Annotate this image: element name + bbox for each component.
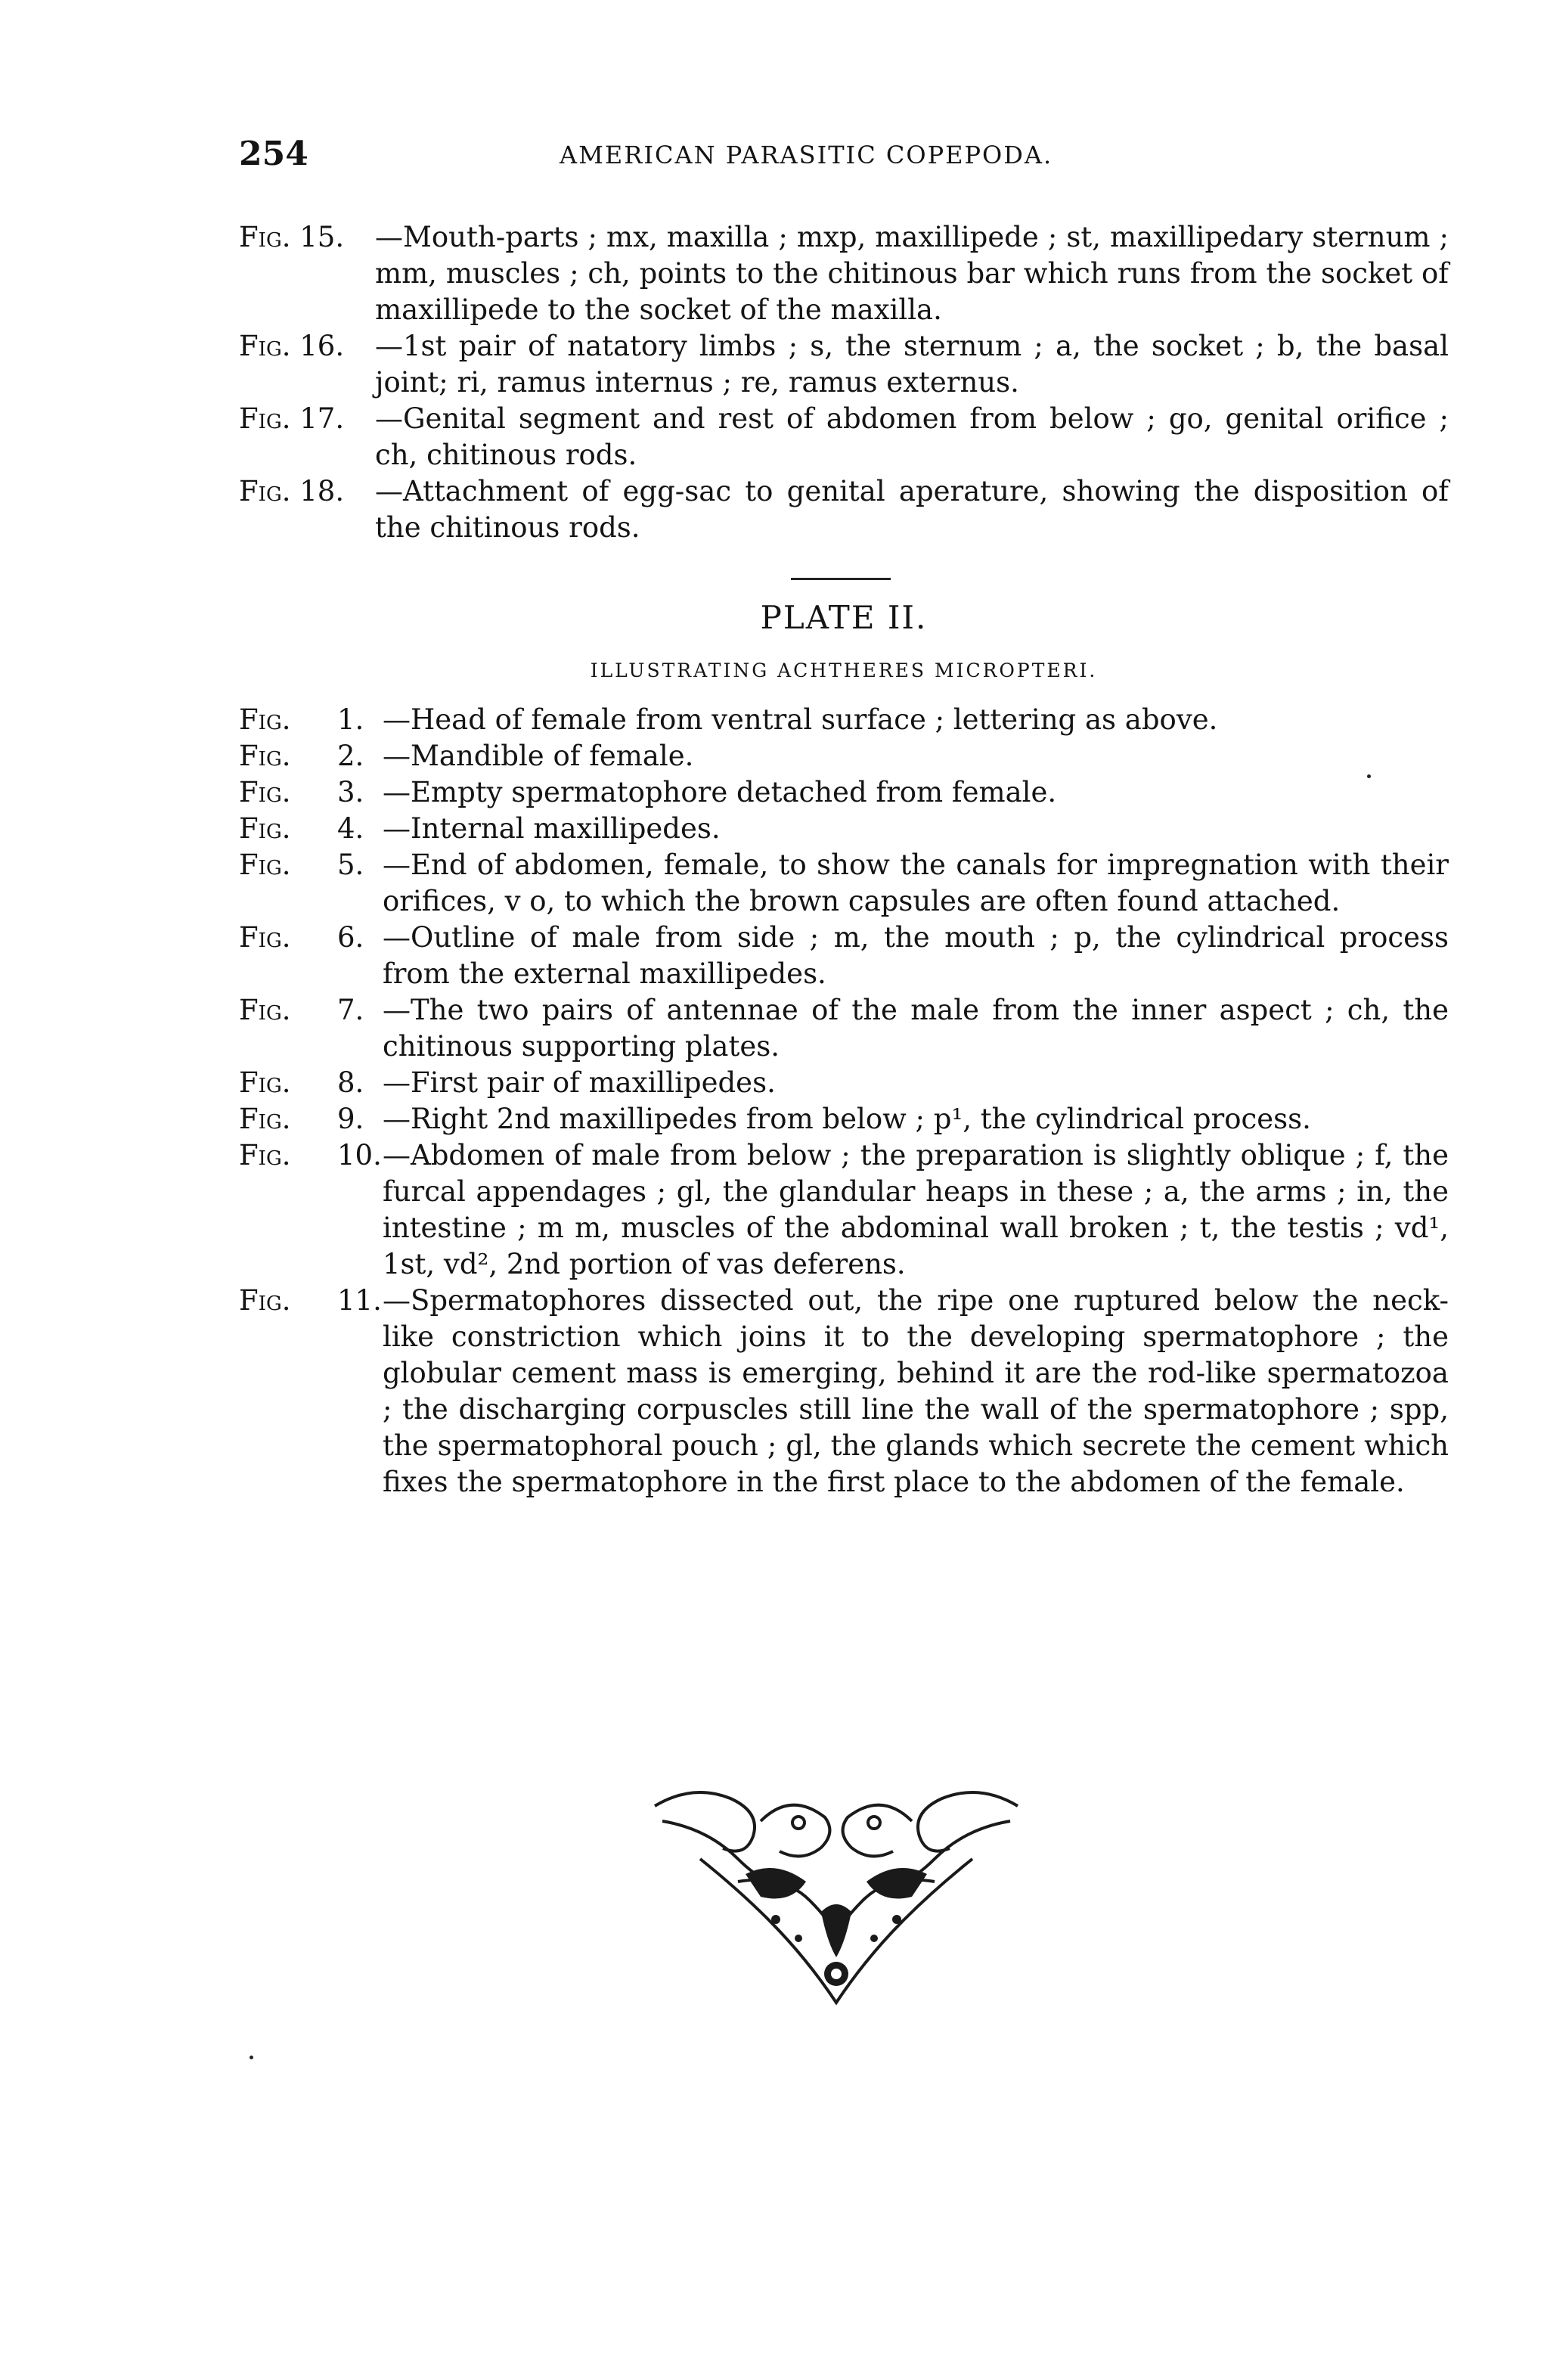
figure-label: Fig. (239, 1103, 291, 1135)
figure-caption-16 (239, 328, 1449, 401)
figure-number: 8. (337, 1066, 364, 1099)
figure-label: Fig. 15. (239, 221, 345, 253)
figure-caption-4 (239, 811, 1449, 847)
figure-text: —End of abdomen, female, to show the canals for impregnation with their orifices, v o, to which the brown capsules are often found attached. (383, 849, 1449, 917)
figure-text: —Empty spermatophore detached from female. (383, 776, 1057, 808)
figure-text: —Outline of male from side ; m, the mouth ; p, the cylindrical process from the external maxillipedes. (383, 921, 1449, 990)
figure-label: Fig. (239, 1139, 291, 1171)
figure-label: Fig. (239, 994, 291, 1026)
figure-label: Fig. 18. (239, 475, 345, 507)
figure-text: —Head of female from ventral surface ; lettering as above. (383, 703, 1218, 736)
figure-text: —Mandible of female. (383, 740, 694, 772)
figure-caption-15 (239, 219, 1449, 328)
figure-label: Fig. (239, 849, 291, 881)
figure-label: Fig. (239, 1284, 291, 1317)
plate-two-figure-captions (239, 702, 1449, 1500)
section-divider (791, 578, 891, 580)
figure-caption-18 (239, 473, 1449, 546)
figure-caption-1 (239, 702, 1449, 738)
decorative-tailpiece-ornament (647, 1776, 1025, 2007)
plate-heading: PLATE II. (760, 599, 928, 636)
figure-caption-3 (239, 774, 1449, 811)
figure-caption-10 (239, 1137, 1449, 1283)
figure-text: —Internal maxillipedes. (383, 812, 721, 845)
figure-label: Fig. (239, 1066, 291, 1099)
figure-caption-5 (239, 847, 1449, 920)
figure-text: —First pair of maxillipedes. (383, 1066, 776, 1099)
figure-text: —Mouth-parts ; mx, maxilla ; mxp, maxillipede ; st, maxillipedary sternum ; mm, muscles ; ch, points to the chitinous bar which runs from the socket of maxillipede to the socket of the maxilla. (375, 221, 1449, 326)
figure-caption-6 (239, 920, 1449, 992)
figure-text: —Spermatophores dissected out, the ripe one ruptured below the neck-like constriction which joins it to the developing spermatophore ; the globular cement mass is emerging, behind it are the rod-like spermatozoa ; the discharging corpuscles still line the wall of the spermatophore ; spp, the spermatophoral pouch ; gl, the glands which secrete the cement which fixes the spermatophore in the first place to the abdomen of the female. (383, 1284, 1449, 1498)
figure-number: 9. (337, 1103, 364, 1135)
print-speck (250, 2056, 253, 2059)
figure-label: Fig. 17. (239, 402, 345, 435)
figure-number: 5. (337, 849, 364, 881)
plate-one-figure-captions (239, 219, 1449, 546)
figure-number: 6. (337, 921, 364, 954)
print-speck (1367, 774, 1371, 778)
figure-text: —1st pair of natatory limbs ; s, the sternum ; a, the socket ; b, the basal joint; ri, ramus internus ; re, ramus externus. (375, 330, 1449, 399)
figure-text: —Genital segment and rest of abdomen from below ; go, genital orifice ; ch, chitinous rods. (375, 402, 1449, 471)
running-head (239, 135, 1449, 177)
figure-label: Fig. 16. (239, 330, 345, 362)
figure-label: Fig. (239, 812, 291, 845)
figure-number: 11. (337, 1284, 382, 1317)
figure-caption-9 (239, 1101, 1449, 1137)
figure-number: 10. (337, 1139, 382, 1171)
figure-number: 3. (337, 776, 364, 808)
figure-label: Fig. (239, 776, 291, 808)
figure-label: Fig. (239, 703, 291, 736)
figure-text: —Right 2nd maxillipedes from below ; p¹, the cylindrical process. (383, 1103, 1311, 1135)
figure-number: 2. (337, 740, 364, 772)
figure-caption-2 (239, 738, 1449, 774)
running-title: AMERICAN PARASITIC COPEPODA. (560, 141, 1053, 169)
figure-label: Fig. (239, 921, 291, 954)
figure-caption-17 (239, 401, 1449, 473)
figure-caption-8 (239, 1065, 1449, 1101)
figure-text: —The two pairs of antennae of the male from the inner aspect ; ch, the chitinous supporting plates. (383, 994, 1449, 1063)
figure-caption-7 (239, 992, 1449, 1065)
plate-subheading: ILLUSTRATING ACHTHERES MICROPTERI. (590, 659, 1098, 681)
figure-number: 7. (337, 994, 364, 1026)
figure-text: —Attachment of egg-sac to genital aperature, showing the disposition of the chitinous rods. (375, 475, 1449, 544)
page-number: 254 (239, 135, 308, 173)
figure-text: —Abdomen of male from below ; the preparation is slightly oblique ; f, the furcal appendages ; gl, the glandular heaps in these ; a, the arms ; in, the intestine ; m m, muscles of the abdominal wall broken ; t, the testis ; vd¹, 1st, vd², 2nd portion of vas deferens. (383, 1139, 1449, 1280)
figure-label: Fig. (239, 740, 291, 772)
figure-caption-11 (239, 1283, 1449, 1500)
figure-number: 4. (337, 812, 364, 845)
figure-number: 1. (337, 703, 364, 736)
